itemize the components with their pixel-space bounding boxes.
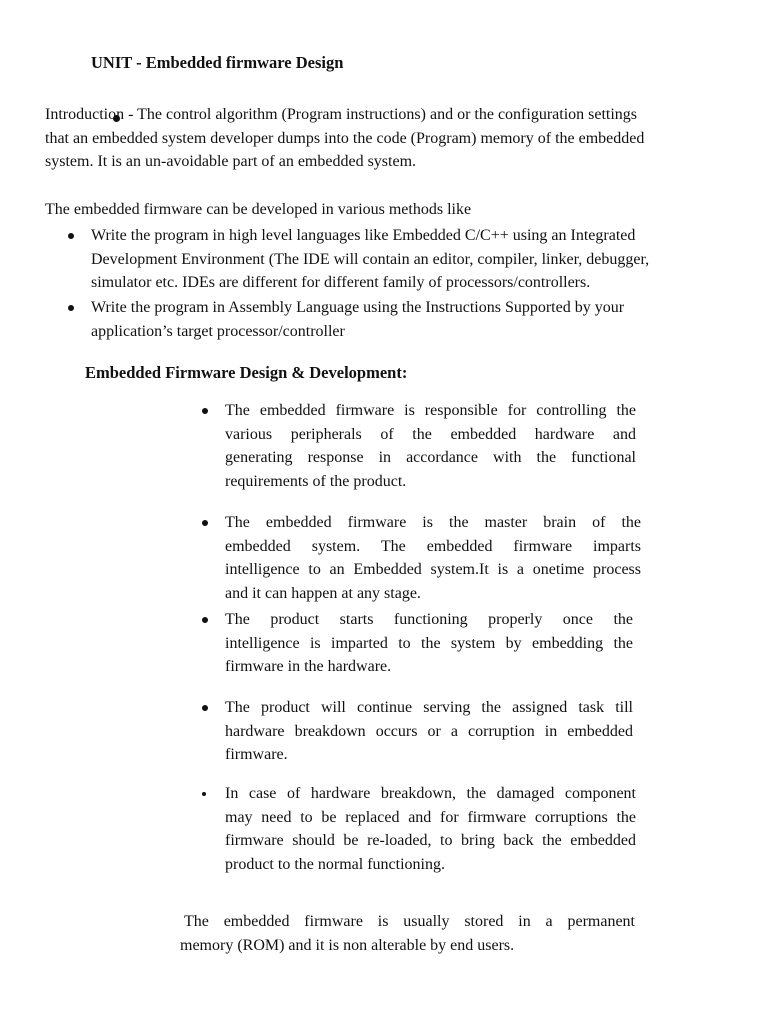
bullet-icon <box>202 705 208 711</box>
design-item-line: firmware should be re-loaded, to bring back the embedded <box>225 832 636 849</box>
design-item-line: The product starts functioning properly once the <box>225 611 633 628</box>
closing-line: memory (ROM) and it is non alterable by end users. <box>180 936 515 954</box>
design-item-2 <box>225 511 641 605</box>
design-item-line: The embedded firmware is responsible for controlling the <box>225 402 636 419</box>
design-item-line: The embedded firmware is the master brain of the <box>225 514 641 531</box>
design-item-line: generating response in accordance with the functional <box>225 449 636 466</box>
bullet-icon <box>202 520 208 526</box>
design-item-4 <box>225 696 633 767</box>
design-item-line: embedded system. The embedded firmware imparts <box>225 537 641 555</box>
design-item-line: and it can happen at any stage. <box>225 584 421 602</box>
closing-line: The embedded firmware is usually stored in a permanent <box>184 913 635 930</box>
page-title: UNIT - Embedded firmware Design <box>91 53 344 72</box>
method-item-2 <box>91 296 751 343</box>
method-item-line: Write the program in high level languages like Embedded C/C++ using an Integrated <box>91 227 636 244</box>
bullet-icon <box>202 617 208 623</box>
closing-paragraph <box>180 910 635 957</box>
design-item-line: intelligence is imparted to the system by embedding the <box>225 634 633 652</box>
design-item-line: firmware. <box>225 746 288 763</box>
bullet-icon <box>68 305 74 311</box>
intro-line: Introduction - The control algorithm (Program instructions) and or the configuration settings <box>45 106 638 123</box>
design-item-line: intelligence to an Embedded system.It is a onetime process <box>225 561 641 578</box>
intro-line: system. It is an un-avoidable part of an embedded system. <box>45 153 417 170</box>
bullet-icon <box>202 792 206 796</box>
design-item-5 <box>225 782 636 876</box>
intro-line: that an embedded system developer dumps into the code (Program) memory of the embedded <box>45 129 645 147</box>
design-item-line: In case of hardware breakdown, the damaged component <box>225 785 636 802</box>
section-heading: Embedded Firmware Design & Development: <box>85 363 408 382</box>
method-item-line: Development Environment (The IDE will contain an editor, compiler, linker, debugger, <box>91 250 650 268</box>
bullet-icon <box>68 233 74 239</box>
design-item-1 <box>225 399 636 493</box>
design-item-line: firmware in the hardware. <box>225 658 392 675</box>
intro-paragraph <box>45 103 765 174</box>
design-item-3 <box>225 608 633 679</box>
method-item-line: Write the program in Assembly Language using the Instructions Supported by your <box>91 299 625 316</box>
bullet-icon <box>202 408 208 414</box>
methods-lead <box>45 198 765 222</box>
design-item-line: various peripherals of the embedded hardware and <box>225 425 636 443</box>
design-item-line: requirements of the product. <box>225 472 407 490</box>
method-item-line: application’s target processor/controller <box>91 322 345 340</box>
design-item-line: hardware breakdown occurs or a corruption in embedded <box>225 722 633 740</box>
methods-lead-text: The embedded firmware can be developed in various methods like <box>45 201 472 218</box>
design-item-line: product to the normal functioning. <box>225 855 445 873</box>
design-item-line: may need to be replaced and for firmware corruptions the <box>225 808 636 826</box>
design-item-line: The product will continue serving the assigned task till <box>225 699 633 716</box>
method-item-1 <box>91 224 751 295</box>
method-item-line: simulator etc. IDEs are different for different family of processors/controllers. <box>91 274 591 291</box>
